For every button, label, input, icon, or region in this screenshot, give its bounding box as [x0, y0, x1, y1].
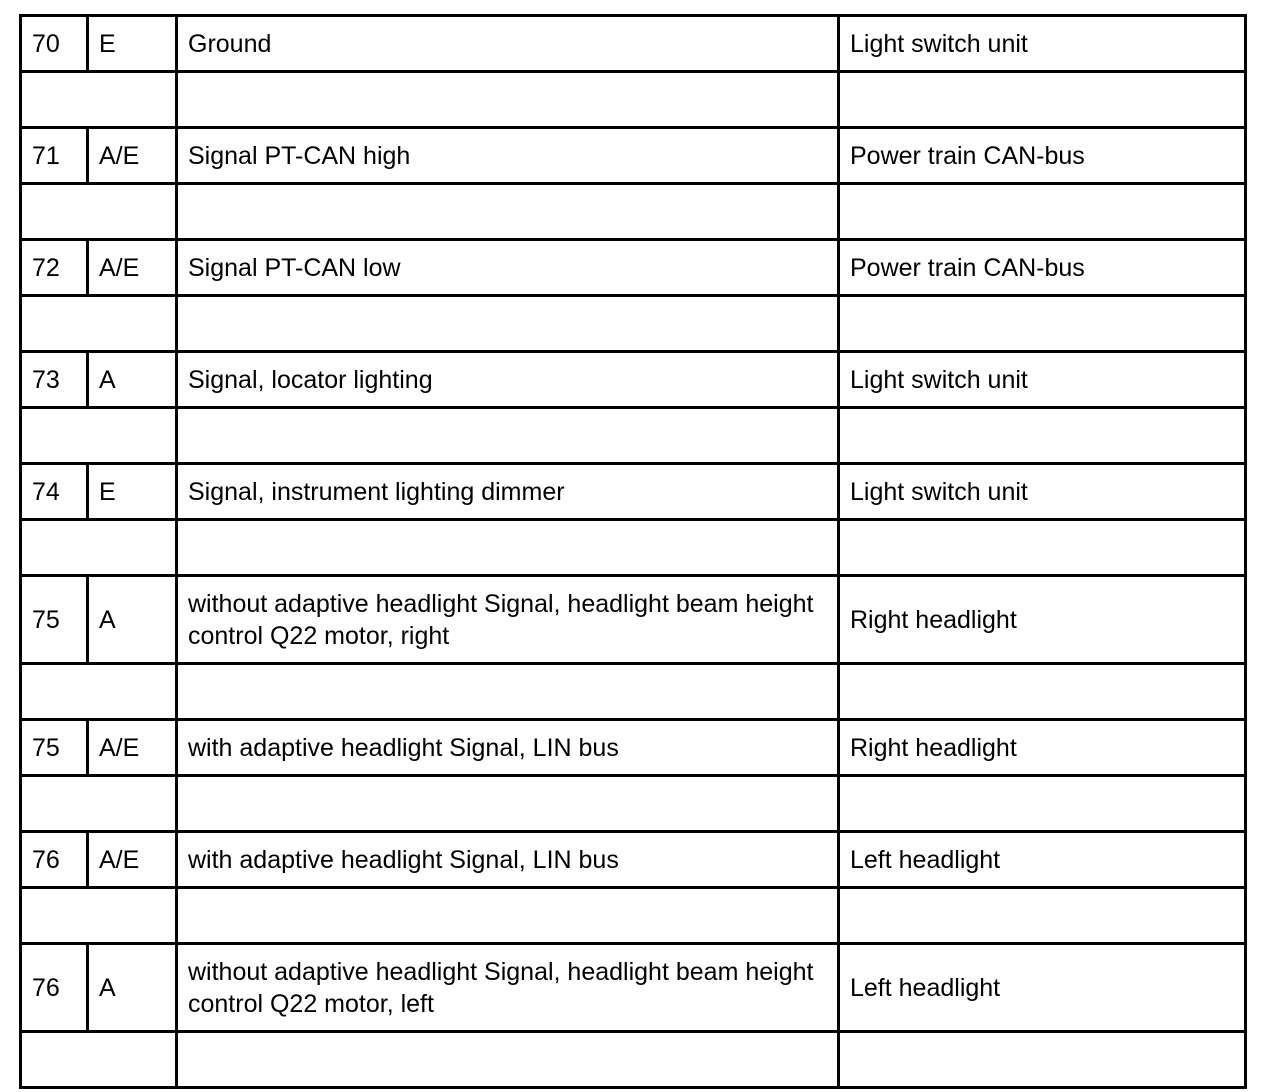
direction-cell: A/E — [88, 720, 177, 776]
signal-description-cell: Signal PT-CAN high — [177, 128, 839, 184]
direction-cell: A — [88, 944, 177, 1032]
empty-cell — [21, 184, 177, 240]
pin-number-cell: 76 — [21, 944, 88, 1032]
pin-assignment-table — [19, 14, 1247, 1089]
component-cell: Power train CAN-bus — [839, 128, 1246, 184]
pin-number-cell: 70 — [21, 16, 88, 72]
table-row — [21, 720, 1246, 776]
direction-cell: A — [88, 352, 177, 408]
empty-cell — [21, 408, 177, 464]
pin-number-cell: 71 — [21, 128, 88, 184]
table-row — [21, 16, 1246, 72]
empty-cell — [839, 184, 1246, 240]
signal-description-cell: Ground — [177, 16, 839, 72]
spacer-row — [21, 664, 1246, 720]
component-cell: Left headlight — [839, 832, 1246, 888]
direction-cell: A/E — [88, 128, 177, 184]
empty-cell — [839, 72, 1246, 128]
signal-description-cell: without adaptive headlight Signal, headlight beam height control Q22 motor, right — [177, 576, 839, 664]
direction-cell: E — [88, 16, 177, 72]
empty-cell — [839, 1032, 1246, 1088]
empty-cell — [839, 776, 1246, 832]
empty-cell — [839, 520, 1246, 576]
signal-description-cell: without adaptive headlight Signal, headlight beam height control Q22 motor, left — [177, 944, 839, 1032]
direction-cell: E — [88, 464, 177, 520]
component-cell: Light switch unit — [839, 464, 1246, 520]
empty-cell — [177, 776, 839, 832]
spacer-row — [21, 1032, 1246, 1088]
spacer-row — [21, 408, 1246, 464]
component-cell: Right headlight — [839, 720, 1246, 776]
spacer-row — [21, 296, 1246, 352]
component-cell: Power train CAN-bus — [839, 240, 1246, 296]
spacer-row — [21, 520, 1246, 576]
signal-description-cell: Signal, locator lighting — [177, 352, 839, 408]
empty-cell — [177, 520, 839, 576]
pin-number-cell: 76 — [21, 832, 88, 888]
table-row — [21, 944, 1246, 1032]
spacer-row — [21, 184, 1246, 240]
signal-description-cell: with adaptive headlight Signal, LIN bus — [177, 720, 839, 776]
empty-cell — [21, 520, 177, 576]
empty-cell — [839, 408, 1246, 464]
empty-cell — [177, 184, 839, 240]
empty-cell — [177, 1032, 839, 1088]
empty-cell — [21, 776, 177, 832]
empty-cell — [177, 408, 839, 464]
table-row — [21, 352, 1246, 408]
empty-cell — [21, 664, 177, 720]
empty-cell — [177, 888, 839, 944]
table-row — [21, 576, 1246, 664]
spacer-row — [21, 888, 1246, 944]
empty-cell — [177, 72, 839, 128]
signal-description-cell: Signal, instrument lighting dimmer — [177, 464, 839, 520]
spacer-row — [21, 776, 1246, 832]
empty-cell — [21, 296, 177, 352]
signal-description-cell: Signal PT-CAN low — [177, 240, 839, 296]
component-cell: Left headlight — [839, 944, 1246, 1032]
empty-cell — [839, 296, 1246, 352]
direction-cell: A/E — [88, 240, 177, 296]
pin-number-cell: 72 — [21, 240, 88, 296]
empty-cell — [177, 664, 839, 720]
empty-cell — [21, 1032, 177, 1088]
empty-cell — [21, 888, 177, 944]
component-cell: Light switch unit — [839, 16, 1246, 72]
pin-number-cell: 75 — [21, 576, 88, 664]
table-row — [21, 128, 1246, 184]
table-row — [21, 832, 1246, 888]
pin-number-cell: 74 — [21, 464, 88, 520]
pin-number-cell: 75 — [21, 720, 88, 776]
direction-cell: A/E — [88, 832, 177, 888]
component-cell: Right headlight — [839, 576, 1246, 664]
empty-cell — [177, 296, 839, 352]
direction-cell: A — [88, 576, 177, 664]
empty-cell — [21, 72, 177, 128]
table-row — [21, 240, 1246, 296]
table-row — [21, 464, 1246, 520]
pin-number-cell: 73 — [21, 352, 88, 408]
spacer-row — [21, 72, 1246, 128]
signal-description-cell: with adaptive headlight Signal, LIN bus — [177, 832, 839, 888]
empty-cell — [839, 664, 1246, 720]
component-cell: Light switch unit — [839, 352, 1246, 408]
empty-cell — [839, 888, 1246, 944]
